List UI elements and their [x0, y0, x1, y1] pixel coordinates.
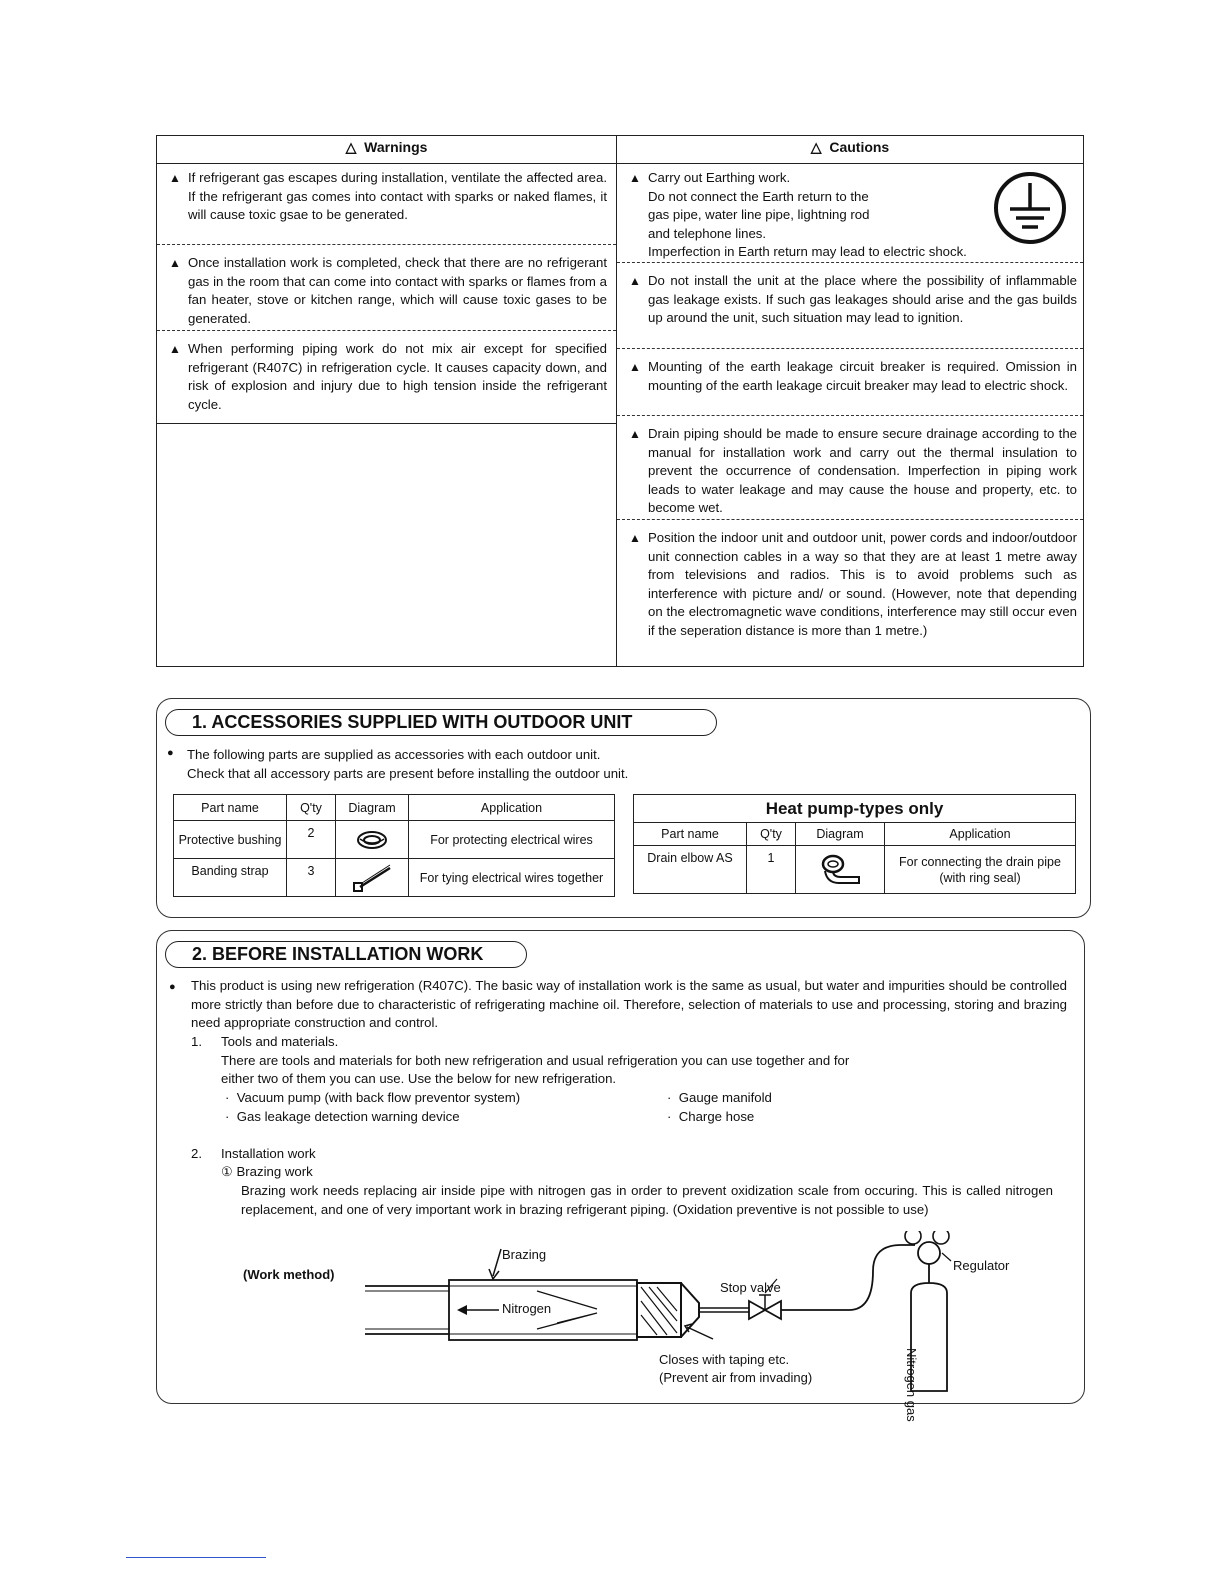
caution-item [629, 529, 1077, 640]
section-title-pill [165, 941, 527, 968]
col-diagram: Diagram [336, 795, 409, 821]
qty-cell: 2 [287, 821, 336, 859]
dashed-divider [157, 330, 616, 331]
dashed-divider [617, 519, 1083, 520]
alert-triangle-icon: ▲ [629, 360, 641, 374]
intro-paragraph: This product is using new refrigeration (R407C). The basic way of installation work is the same as usual, but water and impurities should be controlled more strictly than before due to characteristic of refrigerating machine oil. Therefore, selection of materials to use and processing, storing and brazing need appropriate construction and control. [191, 978, 1067, 1030]
sub-title: ① Brazing work [221, 1164, 313, 1179]
tools-block [221, 1033, 849, 1089]
item-text: either two of them you can use. Use the below for new refrigeration. [221, 1071, 617, 1086]
dashed-divider [157, 244, 616, 245]
section-title-pill [165, 709, 717, 736]
header-divider [157, 163, 1083, 164]
list-item: · Gauge manifold [667, 1090, 772, 1105]
work-method-label: (Work method) [243, 1267, 335, 1282]
warning-item [169, 169, 607, 225]
closes-line: Closes with taping etc. [659, 1352, 790, 1367]
col-part-name: Part name [634, 823, 747, 846]
dashed-divider [617, 262, 1083, 263]
caution-text: Do not connect the Earth return to the [648, 188, 869, 204]
caution-text: and telephone lines. [648, 225, 767, 241]
warnings-cautions-table [156, 135, 1084, 667]
cautions-header [617, 139, 1083, 156]
tool-name: Charge hose [678, 1108, 755, 1124]
nitrogen-gas-label: Nitrogen gas [904, 1348, 919, 1422]
before-installation-section [156, 930, 1085, 1422]
table-row [174, 821, 615, 859]
bullet-icon: ● [167, 747, 174, 759]
footer-rule [126, 1557, 266, 1558]
part-name-cell: Protective bushing [174, 821, 287, 859]
col-qty: Q'ty [747, 823, 796, 846]
caution-text: Do not install the unit at the place where the possibility of inflammable gas leakage exists. If such gas leakages should arise and the gas builds up around the unit, such situation may lead to ignition. [648, 273, 1077, 325]
intro-line: Check that all accessory parts are present before installing the outdoor unit. [187, 766, 629, 781]
item-title: Tools and materials. [221, 1034, 339, 1049]
warning-item [169, 254, 607, 328]
drain-elbow-icon [796, 846, 885, 894]
caution-item [629, 425, 1077, 518]
alert-triangle-icon: ▲ [629, 531, 641, 545]
closes-label [659, 1351, 812, 1387]
list-item: · Gas leakage detection warning device [225, 1108, 460, 1124]
nitrogen-label: Nitrogen [502, 1301, 552, 1316]
intro-line: The following parts are supplied as accessories with each outdoor unit. [187, 747, 601, 762]
tool-name: Vacuum pump (with back flow preventor system) [236, 1090, 521, 1105]
list-item: · Charge hose [667, 1108, 755, 1124]
col-application: Application [885, 823, 1076, 846]
caution-item [629, 272, 1077, 328]
caution-text: Position the indoor unit and outdoor unit, power cords and indoor/outdoor unit connection cables in a way so that they are at least 1 metre away from televisions and radios. This is to avoid problems such as interference with picture and/ or sound. (However, note that depending on the electromagnetic wave conditions, interference may still occur even if the seperation distance is more than 1 metre.) [648, 530, 1077, 638]
list-item: · Vacuum pump (with back flow preventor system) [225, 1090, 521, 1105]
warnings-end-line [157, 423, 616, 424]
alert-triangle-icon: ▲ [169, 171, 181, 185]
warning-text: If refrigerant gas escapes during installation, ventilate the affected area. If the refrigerant gas comes into contact with sparks or naked flames, it will cause toxic gsae to be generated. [188, 170, 607, 222]
accessories-intro [187, 745, 628, 783]
item-number: 2. [191, 1146, 202, 1161]
application-cell: For protecting electrical wires [409, 821, 615, 859]
tool-name: Gauge manifold [678, 1090, 772, 1105]
alert-triangle-icon: ▲ [629, 171, 641, 185]
closes-line: (Prevent air from invading) [659, 1370, 813, 1385]
table-row [634, 846, 1076, 894]
warnings-header [157, 139, 616, 156]
caution-text: gas pipe, water line pipe, lightning rod [648, 207, 870, 222]
application-cell: For connecting the drain pipe (with ring seal) [885, 846, 1076, 894]
alert-triangle-icon: ▲ [629, 274, 641, 288]
brazing-label: Brazing [502, 1247, 547, 1262]
heat-pump-title: Heat pump-types only [634, 795, 1076, 823]
item-text: There are tools and materials for both new refrigeration and usual refrigeration you can use together and for [221, 1052, 850, 1068]
banding-strap-icon [336, 859, 409, 897]
dashed-divider [617, 348, 1083, 349]
cautions-heading: Cautions [829, 139, 890, 155]
col-qty: Q'ty [287, 795, 336, 821]
warning-text: Once installation work is completed, check that there are no refrigerant gas in the room that can come into contact with sparks or flames from a fan heater, stove or kitchen range, which will cause toxic gases to be generated. [188, 255, 607, 326]
caution-triangle-icon: △ [810, 139, 822, 155]
qty-cell: 3 [287, 859, 336, 897]
accessories-table [173, 794, 615, 897]
caution-text: Imperfection in Earth return may lead to electric shock. [648, 244, 967, 259]
col-application: Application [409, 795, 615, 821]
regulator-label: Regulator [953, 1258, 1010, 1273]
alert-triangle-icon: ▲ [169, 256, 181, 270]
item-title: Installation work [221, 1146, 316, 1161]
accessories-section [156, 698, 1091, 918]
warning-item [169, 340, 607, 414]
tool-list-left [225, 1089, 520, 1126]
qty-cell: 1 [747, 846, 796, 894]
caution-text: Drain piping should be made to ensure secure drainage according to the manual for installation work and carry out the thermal insulation to prevent the occurrence of condensation. Imperfection in piping work leads to water leakage and may cause the house and property, etc. to become wet. [648, 426, 1077, 515]
table-row [174, 859, 615, 897]
heat-pump-table [633, 794, 1076, 894]
item-number: 1. [191, 1034, 202, 1049]
earth-ground-icon [993, 171, 1067, 245]
caution-text: Carry out Earthing work. [648, 170, 791, 185]
part-name-cell: Banding strap [174, 859, 287, 897]
col-part-name: Part name [174, 795, 287, 821]
tool-list-right [667, 1089, 772, 1126]
application-cell: For tying electrical wires together [409, 859, 615, 897]
warning-text: When performing piping work do not mix air except for specified refrigerant (R407C) in refrigeration cycle. It causes capacity down, and risk of explosion and injury due to high tension inside the refrigerant cycle. [188, 341, 607, 412]
caution-text: Mounting of the earth leakage circuit breaker is required. Omission in mounting of the earth leakage circuit breaker may lead to electric shock. [648, 359, 1077, 393]
section-title: 2. BEFORE INSTALLATION WORK [192, 944, 484, 964]
column-divider [616, 136, 617, 666]
section-title: 1. ACCESSORIES SUPPLIED WITH OUTDOOR UNIT [192, 712, 633, 732]
warnings-heading: Warnings [364, 139, 428, 155]
dashed-divider [617, 415, 1083, 416]
brazing-text: Brazing work needs replacing air inside pipe with nitrogen gas in order to prevent oxidization scale from occuring. This is called nitrogen replacement, and one of very important work in brazing refrigerant piping. (Oxidation preventive is not possible to use) [241, 1183, 1053, 1217]
protective-bushing-icon [336, 821, 409, 859]
stop-valve-label: Stop valve [720, 1280, 781, 1295]
tool-name: Gas leakage detection warning device [236, 1108, 460, 1124]
warning-triangle-icon: △ [345, 139, 357, 155]
col-diagram: Diagram [796, 823, 885, 846]
bullet-icon: ● [169, 981, 176, 993]
caution-item [629, 358, 1077, 395]
alert-triangle-icon: ▲ [169, 342, 181, 356]
part-name-cell: Drain elbow AS [634, 846, 747, 894]
alert-triangle-icon: ▲ [629, 427, 641, 441]
